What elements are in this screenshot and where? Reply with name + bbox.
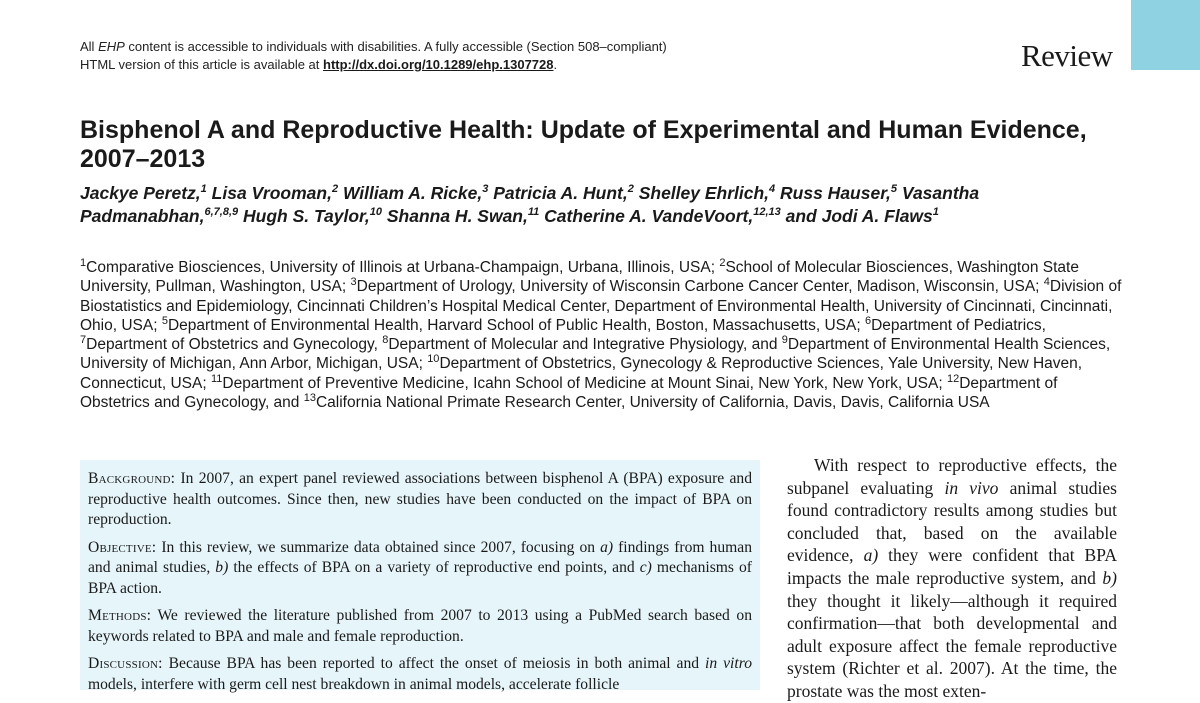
accessibility-note — [80, 38, 667, 74]
abstract-heading: Discussion: — [88, 655, 163, 672]
author-name: Patricia A. Hunt, — [493, 183, 628, 203]
author-name: and Jodi A. Flaws — [785, 206, 933, 226]
affiliation-text: School of Molecular Biosciences, Washington State University, Pullman, Washington, USA; — [80, 259, 1079, 296]
affiliation-text: Department of Urology, University of Wisconsin Carbone Cancer Center, Madison, Wisconsin, USA; — [356, 278, 1044, 296]
corner-accent-tab — [1131, 0, 1200, 70]
accessibility-line-1: All EHP content is accessible to individuals with disabilities. A fully accessible (Section 508–compliant) — [80, 39, 667, 54]
affiliation-marker: 10 — [427, 353, 440, 366]
doi-link[interactable]: http://dx.doi.org/10.1289/ehp.1307728 — [323, 57, 554, 72]
abstract-methods: Methods: We reviewed the literature published from 2007 to 2013 using a PubMed search based on keywords related to BPA and male and female reproduction. — [88, 607, 752, 645]
author-name: William A. Ricke, — [342, 183, 483, 203]
author-name: Shanna H. Swan, — [386, 206, 528, 226]
review-label: Review — [1021, 38, 1113, 73]
author-name: Lisa Vrooman, — [211, 183, 332, 203]
affiliation-marker: 2 — [719, 256, 726, 269]
affiliation-marker: 9 — [781, 334, 788, 347]
body-text-column: With respect to reproductive effects, the subpanel evaluating in vivo animal studies found contradictory results among studies but concluded that, based on the available evidence, a) they were confident that BPA impacts the male reproductive system, and b) they thought it likely—although it required confirmation—that both developmental and adult exposure affect the female reproductive system (Richter et al. 2007). At the time, the prostate was the most exten- — [787, 455, 1117, 701]
abstract-box — [80, 460, 760, 693]
author-name: Hugh S. Taylor, — [243, 206, 370, 226]
author-affiliation-marker: 2 — [331, 183, 339, 196]
abstract-heading: Objective: — [88, 538, 157, 556]
affiliation-text: Department of Molecular and Integrative Physiology, and — [388, 336, 782, 354]
author-affiliation-marker: 12,13 — [753, 206, 781, 219]
affiliation-marker: 3 — [350, 276, 357, 289]
author-affiliation-marker: 1 — [200, 183, 207, 196]
affiliation-marker: 4 — [1043, 276, 1050, 289]
article-title: Bisphenol A and Reproductive Health: Update of Experimental and Human Evidence, 2007–2013 — [80, 116, 1087, 173]
affiliation-text: California National Primate Research Center, University of California, Davis, Davis, California USA — [315, 394, 990, 412]
affiliation-text: Department of Environmental Health, Harvard School of Public Health, Boston, Massachusetts, USA; — [167, 316, 865, 334]
affiliations — [80, 258, 1125, 412]
journal-name: EHP — [98, 39, 125, 54]
affiliation-text: Department of Environmental Health Sciences, University of Michigan, Ann Arbor, Michigan, USA; — [80, 336, 1111, 373]
abstract-heading: Background: — [88, 470, 176, 487]
affiliation-marker: 5 — [161, 314, 168, 327]
affiliation-marker: 12 — [946, 372, 960, 385]
affiliation-marker: 11 — [210, 372, 223, 385]
affiliation-text: Department of Obstetrics and Gynecology, — [86, 336, 383, 354]
abstract-heading: Methods: — [88, 607, 152, 624]
affiliation-marker: 6 — [864, 314, 872, 327]
author-list — [80, 182, 1120, 228]
abstract-background: Background: In 2007, an expert panel reviewed associations between bisphenol A (BPA) exposure and reproductive health outcomes. Since then, new studies have been conducted on the impact of BPA on reproduction. — [88, 470, 752, 528]
abstract-discussion: Discussion: Because BPA has been reported to affect the onset of meiosis in both animal and in vitro models, interfere with germ cell nest breakdown in animal models, accelerate follicle — [88, 655, 752, 693]
affiliation-text: Department of Obstetrics, Gynecology & Reproductive Sciences, Yale University, New Haven, Connecticut, USA; — [80, 355, 1083, 392]
affiliation-text: Department of Preventive Medicine, Icahn School of Medicine at Mount Sinai, New York, New York, USA; — [222, 374, 947, 392]
affiliation-marker: 7 — [80, 334, 87, 347]
author-name: Catherine A. VandeVoort, — [544, 206, 754, 226]
author-name: Vasantha Padmanabhan, — [80, 183, 980, 226]
author-affiliation-marker: 5 — [890, 183, 898, 196]
affiliation-marker: 1 — [80, 256, 87, 269]
abstract-objective: Objective: In this review, we summarize data obtained since 2007, focusing on a) findings from human and animal studies, b) the effects of BPA on a variety of reproductive end points, and c) mechanisms of BPA action. — [88, 538, 753, 597]
affiliation-marker: 8 — [382, 334, 389, 347]
author-affiliation-marker: 6,7,8,9 — [204, 206, 239, 219]
author-affiliation-marker: 1 — [932, 206, 939, 219]
affiliation-text: Division of Biostatistics and Epidemiology, Cincinnati Children’s Hospital Medical Center, Department of Environmental Health, University of Cincinnati, Cincinnati, Ohio, USA; — [80, 278, 1122, 334]
affiliation-text: Department of Pediatrics, — [871, 316, 1046, 334]
author-name: Shelley Ehrlich, — [638, 183, 770, 203]
author-affiliation-marker: 11 — [527, 206, 540, 219]
author-name: Jackye Peretz, — [80, 183, 201, 203]
affiliation-text: Department of Obstetrics and Gynecology, and — [80, 374, 1058, 412]
author-affiliation-marker: 4 — [769, 183, 776, 196]
author-name: Russ Hauser, — [780, 183, 891, 203]
author-affiliation-marker: 10 — [369, 206, 382, 219]
affiliation-text: Comparative Biosciences, University of Illinois at Urbana-Champaign, Urbana, Illinois, USA; — [86, 259, 720, 276]
author-affiliation-marker: 2 — [627, 183, 634, 196]
accessibility-line-2: HTML version of this article is available at http://dx.doi.org/10.1289/ehp.1307728. — [80, 57, 558, 72]
affiliation-marker: 13 — [303, 391, 316, 404]
author-affiliation-marker: 3 — [482, 183, 489, 196]
